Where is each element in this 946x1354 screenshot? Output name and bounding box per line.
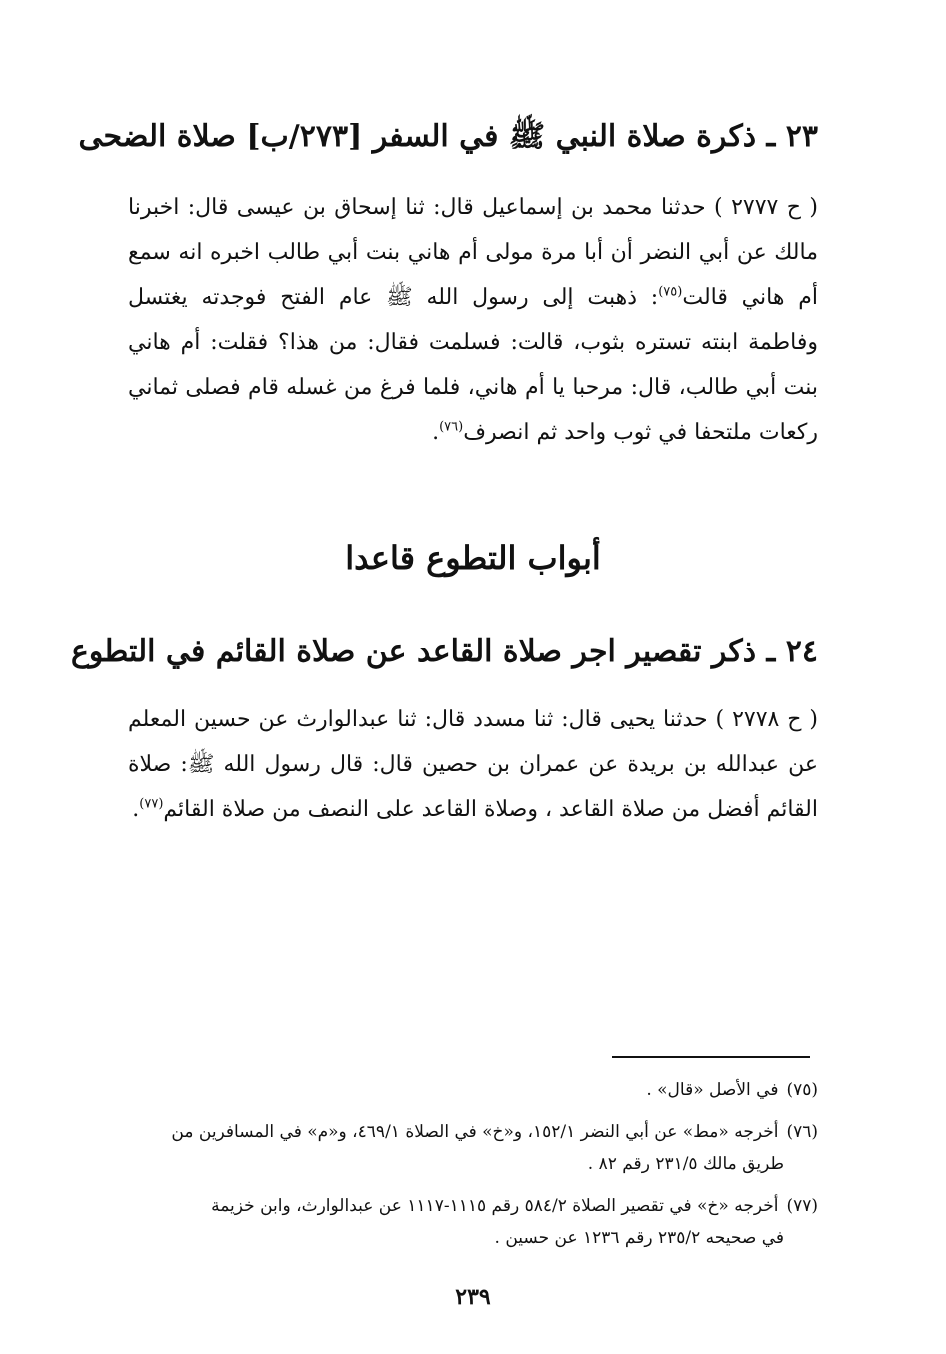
chapter-heading-24: ٢٤ ـ ذكر تقصير اجر صلاة القاعد عن صلاة القائم في التطوع (70, 634, 818, 669)
hadith-text-part1: ( ح ٢٧٧٧ ) حدثنا محمد بن إسماعيل قال: ثنا إسحاق بن عيسى قال: اخبرنا مالك عن أبي النضر أن أبا مرة مولى أم هاني بنت أبي طالب اخبره انه سمع أم هاني قالت (128, 195, 818, 310)
footnote-text: أخرجه «خ» في تقصير الصلاة ٥٨٤/٢ رقم ١١١٥-١١١٧ عن عبدالوارث، وابن خزيمة (211, 1196, 779, 1216)
hadith-paragraph-2778 (128, 697, 818, 832)
footnote-text: أخرجه «مط» عن أبي النضر ١٥٢/١، و«خ» في الصلاة ٤٦٩/١، و«م» في المسافرين من (171, 1122, 779, 1142)
footnote-ref-75: (٧٥) (658, 284, 683, 300)
footnote-text-continued: في صحيحه ٢٣٥/٢ رقم ١٢٣٦ عن حسين . (494, 1228, 784, 1248)
paragraph-end: . (432, 420, 440, 445)
hadith-text: ( ح ٢٧٧٨ ) حدثنا يحيى قال: ثنا مسدد قال: ثنا عبدالوارث عن حسين المعلم عن عبدالله بن بريدة عن عمران بن حصين قال: قال رسول الله ﷺ: صلاة القائم أفضل من صلاة القاعد ، وصلاة القاعد على النصف من صلاة القائم (128, 707, 818, 822)
footnote-ref-77: (٧٧) (139, 796, 164, 812)
section-title: أبواب التطوع قاعدا (345, 539, 601, 577)
footnotes (128, 1074, 818, 1264)
footnote-text: في الأصل «قال» . (646, 1080, 779, 1100)
page-number: ٢٣٩ (455, 1284, 491, 1310)
hadith-text-part2: : ذهبت إلى رسول الله ﷺ عام الفتح فوجدته يغتسل وفاطمة ابنته تستره بثوب، قالت: فسلمت فقال: من هذا؟ فقلت: أم هاني بنت أبي طالب، قال: مرحبا يا أم هاني، فلما فرغ من غسله قام فصلى ثماني ركعات ملتحفا في ثوب واحد ثم انصرف (128, 285, 818, 445)
hadith-paragraph-2777 (128, 185, 818, 455)
footnote-75 (128, 1074, 818, 1106)
footnote-number: (٧٧) (786, 1196, 818, 1216)
footnote-number: (٧٦) (786, 1122, 818, 1142)
footnote-number: (٧٥) (786, 1080, 818, 1100)
footnote-separator (612, 1056, 810, 1058)
footnote-ref-76: (٧٦) (439, 419, 464, 435)
footnote-text-continued: طريق مالك ٢٣١/٥ رقم ٨٢ . (587, 1154, 784, 1174)
footnote-77 (128, 1190, 818, 1254)
chapter-heading-23: ٢٣ ـ ذكرة صلاة النبي ﷺ في السفر [٢٧٣/ب] صلاة الضحى (78, 119, 818, 154)
footnote-76 (128, 1116, 818, 1180)
paragraph-end: . (132, 797, 140, 822)
